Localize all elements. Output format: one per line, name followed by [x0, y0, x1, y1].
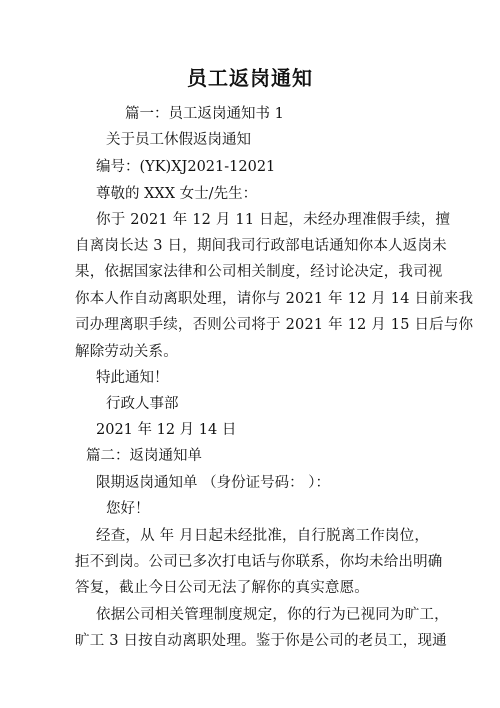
section-heading-2: 篇二：返岗通知单: [86, 448, 202, 464]
paragraph-line: 司办理离职手续，否则公司将于 2021 年 12 月 15 日后与你: [75, 317, 474, 333]
paragraph-line: 旷工 3 日按自动离职处理。鉴于你是公司的老员工，现通: [75, 633, 447, 649]
section-heading-1: 篇一：员工返岗通知书 1: [125, 106, 284, 122]
paragraph-line: 果，依据国家法律和公司相关制度，经讨论决定，我司视: [75, 264, 443, 280]
paragraph-line: 依据公司相关管理制度规定，你的行为已视同为旷工，: [96, 607, 449, 623]
issuer-department: 行政人事部: [106, 396, 179, 412]
paragraph-line: 你于 2021 年 12 月 11 日起，未经办理准假手续，擅: [96, 212, 451, 228]
greeting: 您好！: [106, 501, 150, 517]
paragraph-line: 解除劳动关系。: [75, 344, 178, 360]
paragraph-line: 经查，从 年 月日起未经批准，自行脱离工作岗位，: [96, 528, 430, 544]
document-title: 员工返岗通知: [187, 66, 313, 90]
paragraph-line: 自离岗长达 3 日，期间我司行政部电话通知你本人返岗未: [75, 238, 447, 254]
paragraph-line: 答复，截止今日公司无法了解你的真实意愿。: [75, 580, 369, 596]
paragraph-line: 你本人作自动离职处理，请你与 2021 年 12 月 14 日前来我: [75, 291, 474, 307]
form-heading: 限期返岗通知单 （身份证号码： ）：: [96, 475, 330, 491]
notice-subject: 关于员工休假返岗通知: [106, 132, 251, 148]
notice-number: 编号：(YK)XJ2021-12021: [96, 159, 276, 175]
closing-notice: 特此通知！: [96, 370, 169, 386]
paragraph-line: 拒不到岗。公司已多次打电话与你联系，你均未给出明确: [75, 554, 443, 570]
salutation: 尊敬的 XXX 女士/先生：: [96, 186, 258, 202]
issue-date: 2021 年 12 月 14 日: [96, 422, 237, 438]
